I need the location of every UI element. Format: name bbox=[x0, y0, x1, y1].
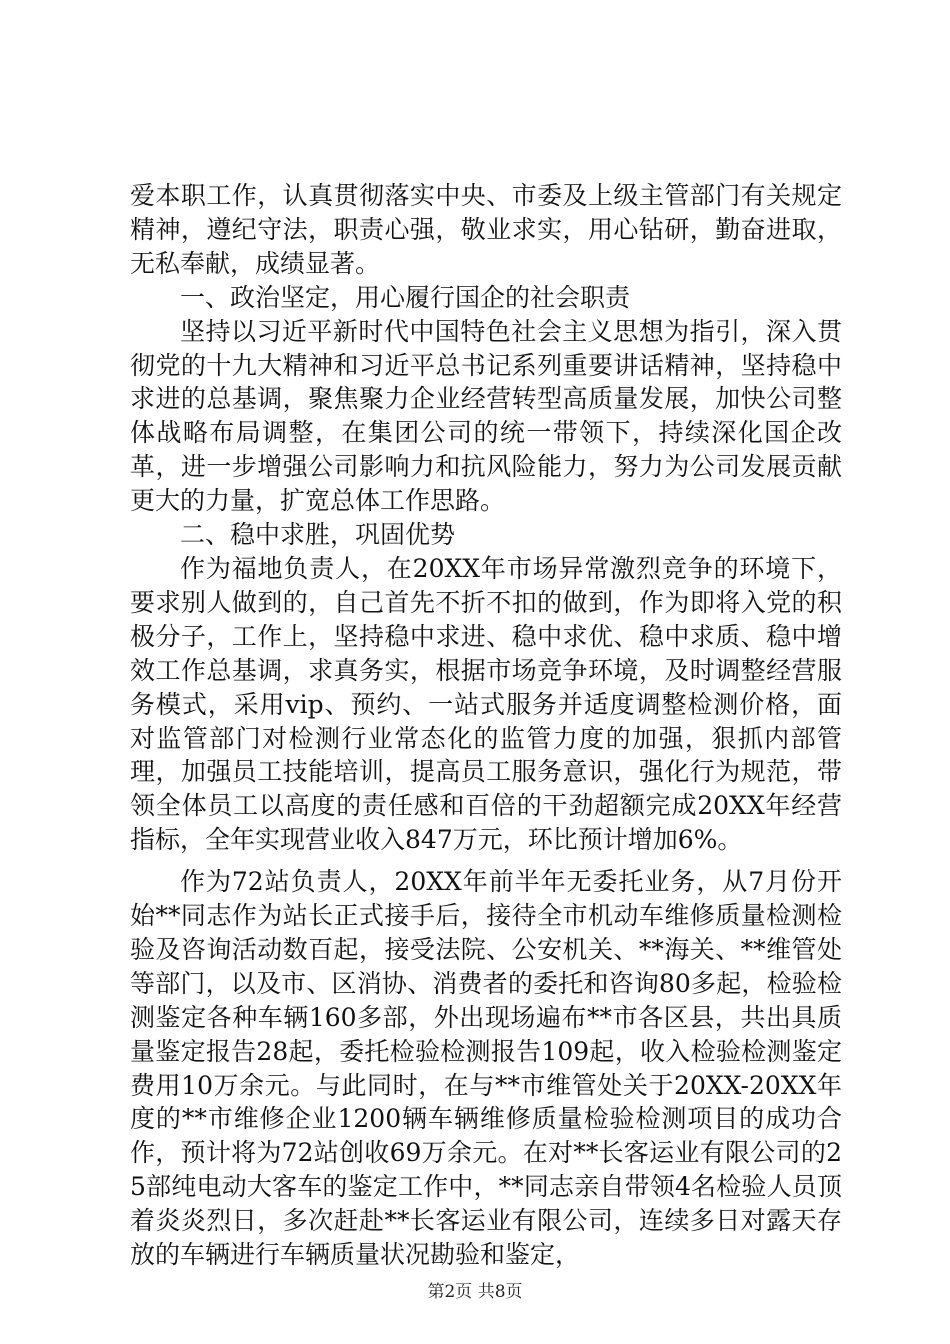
document-body bbox=[130, 179, 842, 1272]
paragraph-fudi: 作为福地负责人，在20XX年市场异常激烈竞争的环境下，要求别人做到的，自己首先不折不扣的做到，作为即将入党的积极分子，工作上，坚持稳中求进、稳中求优、稳中求质、稳中增效工作总基调，求真务实，根据市场竞争环境，及时调整经营服务模式，采用vip、预约、一站式服务并适度调整检测价格，面对监管部门对检测行业常态化的监管力度的加强，狠抓内部管理，加强员工技能培训，提高员工服务意识，强化行为规范，带领全体员工以高度的责任感和百倍的干劲超额完成20XX年经营指标，全年实现营业收入847万元，环比预计增加6%。 bbox=[130, 553, 842, 855]
paragraph-political: 坚持以习近平新时代中国特色社会主义思想为指引，深入贯彻党的十九大精神和习近平总书记系列重要讲话精神，坚持稳中求进的总基调，聚焦聚力企业经营转型高质量发展，加快公司整体战略布局调整，在集团公司的统一带领下，持续深化国企改革，进一步增强公司影响力和抗风险能力，努力为公司发展贡献更大的力量，扩宽总体工作思路。 bbox=[130, 316, 842, 516]
paragraph-station-72: 作为72站负责人，20XX年前半年无委托业务，从7月份开始**同志作为站长正式接手后，接待全市机动车维修质量检测检验及咨询活动数百起，接受法院、公安机关、**海关、**维管处等部门，以及市、区消协、消费者的委托和咨询80多起，检验检测鉴定各种车辆160多部，外出现场遍布**市各区县，共出具质量鉴定报告28起，委托检验检测报告109起，收入检验检测鉴定费用10万余元。与此同时，在与**市维管处关于20XX-20XX年度的**市维修企业1200辆车辆维修质量检验检测项目的成功合作，预计将为72站创收69万余元。在对**长客运业有限公司的25部纯电动大客车的鉴定工作中，**同志亲自带领4名检验人员顶着炎炎烈日，多次赶赴**长客运业有限公司，连续多日对露天存放的车辆进行车辆质量状况勘验和鉴定， bbox=[130, 867, 842, 1270]
section-heading-1: 一、政治坚定，用心履行国企的社会职责 bbox=[180, 282, 631, 312]
paragraph-continued: 爱本职工作，认真贯彻落实中央、市委及上级主管部门有关规定精神，遵纪守法，职责心强，敬业求实，用心钻研，勤奋进取，无私奉献，成绩显著。 bbox=[130, 181, 842, 278]
section-heading-2: 二、稳中求胜，巩固优势 bbox=[180, 520, 456, 550]
page-footer: 第2页 共8页 bbox=[427, 1282, 523, 1302]
